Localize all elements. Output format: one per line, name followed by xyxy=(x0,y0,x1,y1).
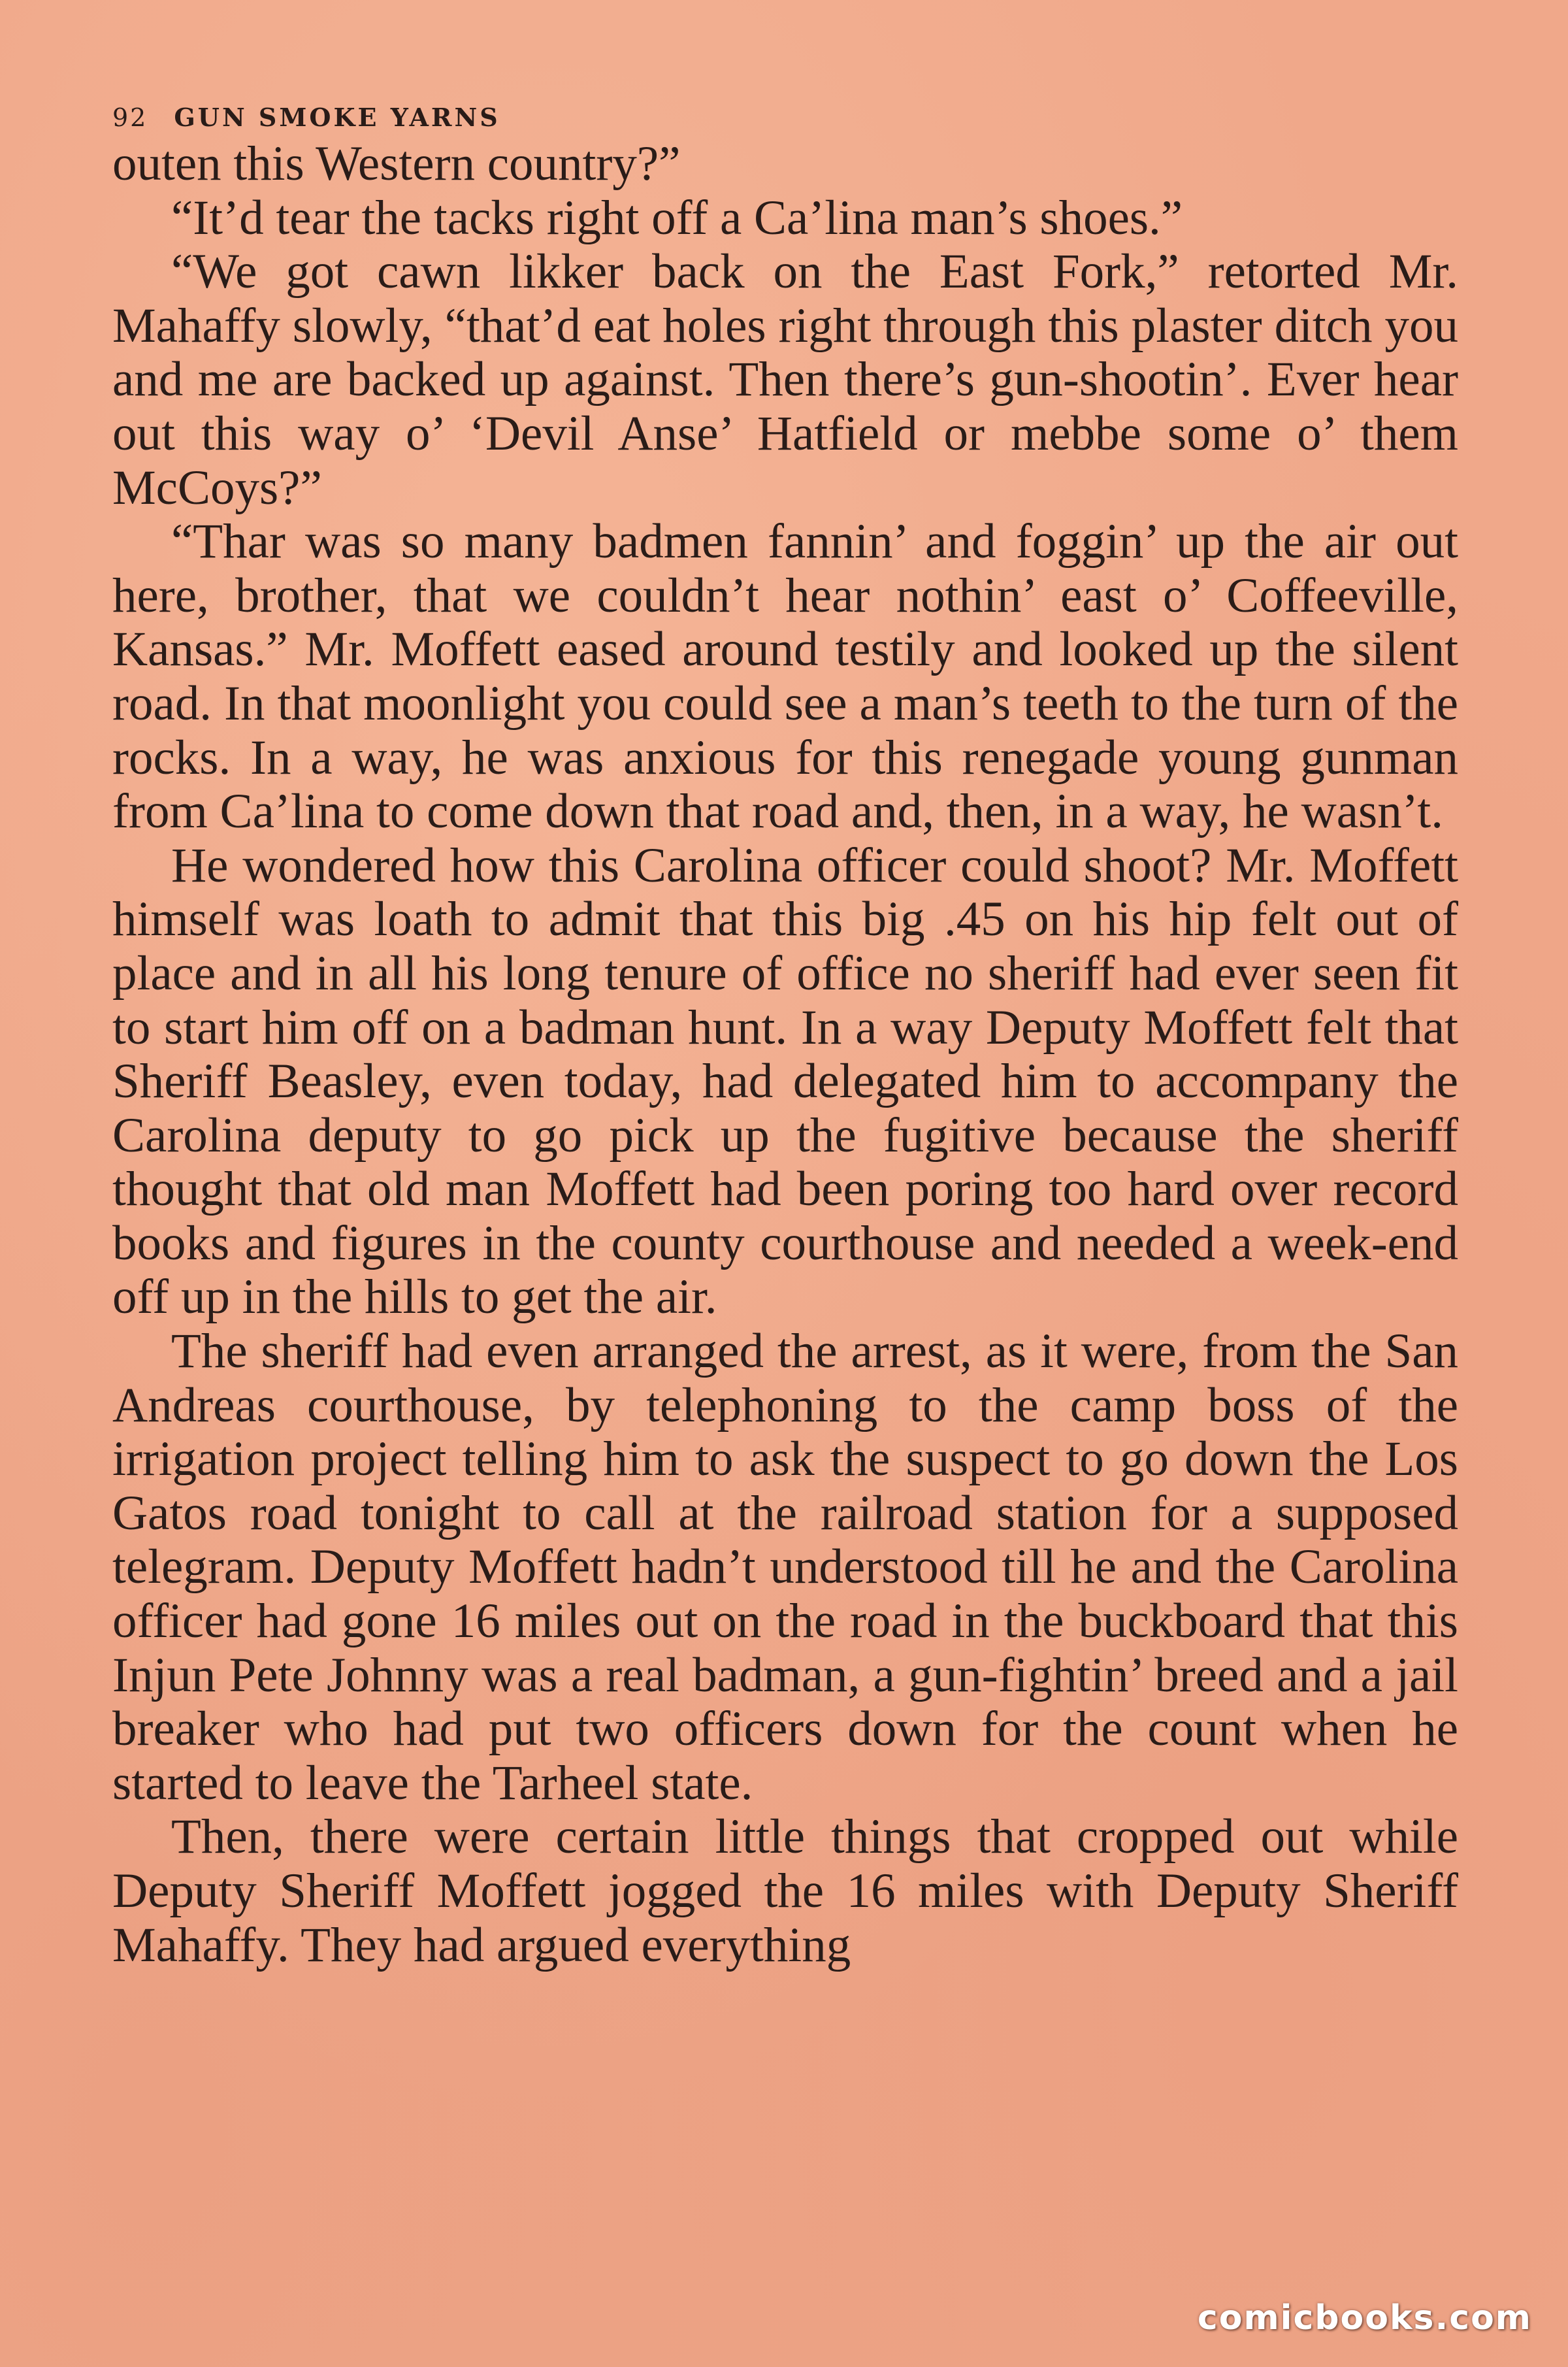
paragraph: “We got cawn likker back on the East Fork,” retorted Mr. Mahaffy slowly, “that’d eat holes right through this plaster ditch you and me are backed up against. Then there’s gun-shootin’. Ever hear out this way o’ ‘Devil Anse’ Hatfield or mebbe some o’ them McCoys?” xyxy=(112,244,1458,515)
paragraph: The sheriff had even arranged the arrest, as it were, from the San Andreas courthouse, by telephoning to the camp boss of the irrigation project telling him to ask the suspect to go down the Los Gatos road tonight to call at the railroad station for a supposed telegram. Deputy Moffett hadn’t understood till he and the Carolina officer had gone 16 miles out on the road in the buckboard that this Injun Pete Johnny was a real badman, a gun-fightin’ breed and a jail breaker who had put two officers down for the count when he started to leave the Tarheel state. xyxy=(112,1324,1458,1810)
paragraph: outen this Western country?” xyxy=(112,137,681,191)
book-page xyxy=(112,98,1458,1972)
running-head xyxy=(112,98,1458,137)
paragraph: Then, there were certain little things that cropped out while Deputy Sheriff Moffett jogged the 16 miles with Deputy Sheriff Mahaffy. They had argued everything xyxy=(112,1810,1458,1972)
book-title: GUN SMOKE YARNS xyxy=(174,103,500,132)
body-text xyxy=(112,137,1458,1972)
page-number: 92 xyxy=(112,103,148,132)
site-watermark: comicbooks.com xyxy=(1197,2298,1532,2338)
paragraph: He wondered how this Carolina officer could shoot? Mr. Moffett himself was loath to admit that this big .45 on his hip felt out of place and in all his long tenure of office no sheriff had ever seen fit to start him off on a badman hunt. In a way Deputy Moffett felt that Sheriff Beasley, even today, had delegated him to accompany the Carolina deputy to go pick up the fugitive because the sheriff thought that old man Moffett had been poring too hard over record books and figures in the county courthouse and needed a week-end off up in the hills to get the air. xyxy=(112,838,1458,1325)
paragraph: “Thar was so many badmen fannin’ and foggin’ up the air out here, brother, that we couldn’t hear nothin’ east o’ Coffeeville, Kansas.” Mr. Moffett eased around testily and looked up the silent road. In that moonlight you could see a man’s teeth to the turn of the rocks. In a way, he was anxious for this renegade young gunman from Ca’lina to come down that road and, then, in a way, he wasn’t. xyxy=(112,514,1458,839)
paragraph: “It’d tear the tacks right off a Ca’lina man’s shoes.” xyxy=(171,190,1183,245)
